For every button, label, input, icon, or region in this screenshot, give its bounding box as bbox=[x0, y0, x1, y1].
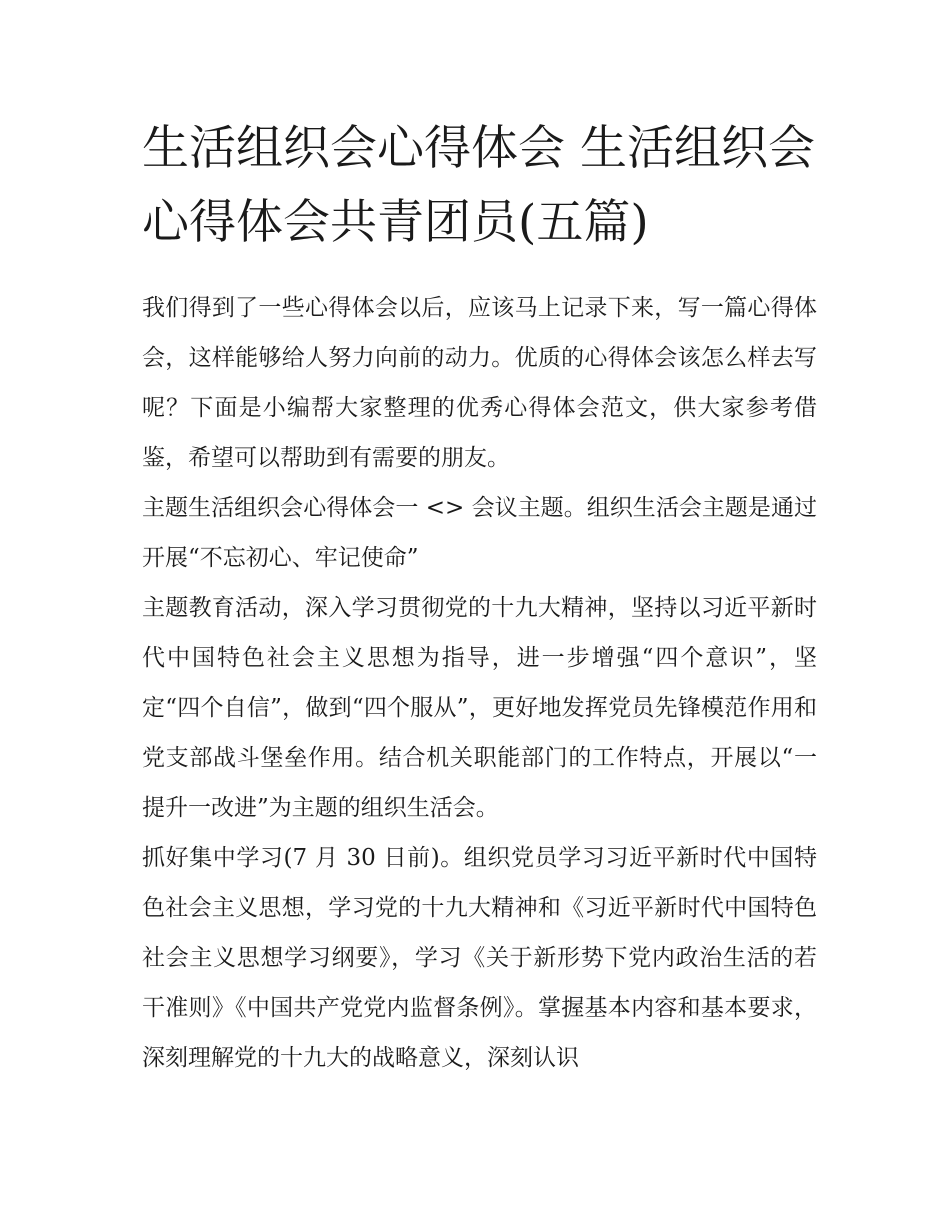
document-content bbox=[142, 112, 817, 1083]
document-body bbox=[142, 283, 817, 1083]
paragraph-education-activity: 主题教育活动，深入学习贯彻党的十九大精神，坚持以习近平新时代中国特色社会主义思想为指导，进一步增强“四个意识”，坚定“四个自信”，做到“四个服从”，更好地发挥党员先锋模范作用和党支部战斗堡垒作用。结合机关职能部门的工作特点，开展以“一提升一改进”为主题的组织生活会。 bbox=[142, 595, 817, 821]
paragraph-intro: 我们得到了一些心得体会以后，应该马上记录下来，写一篇心得体会，这样能够给人努力向前的动力。优质的心得体会该怎么样去写呢？下面是小编帮大家整理的优秀心得体会范文，供大家参考借鉴，希望可以帮助到有需要的朋友。 bbox=[142, 295, 817, 471]
paragraph-concentrated-study: 抓好集中学习(7 月 30 日前)。组织党员学习习近平新时代中国特色社会主义思想，学习党的十九大精神和《习近平新时代中国特色社会主义思想学习纲要》，学习《关于新形势下党内政治生活的若干准则》《中国共产党党内监督条例》。掌握基本内容和基本要求，深刻理解党的十九大的战略意义，深刻认识 bbox=[142, 845, 817, 1071]
paragraph-meeting-theme: 主题生活组织会心得体会一 <> 会议主题。组织生活会主题是通过开展“不忘初心、牢记使命” bbox=[142, 495, 817, 571]
document-title: 生活组织会心得体会 生活组织会心得体会共青团员(五篇) bbox=[142, 121, 815, 250]
